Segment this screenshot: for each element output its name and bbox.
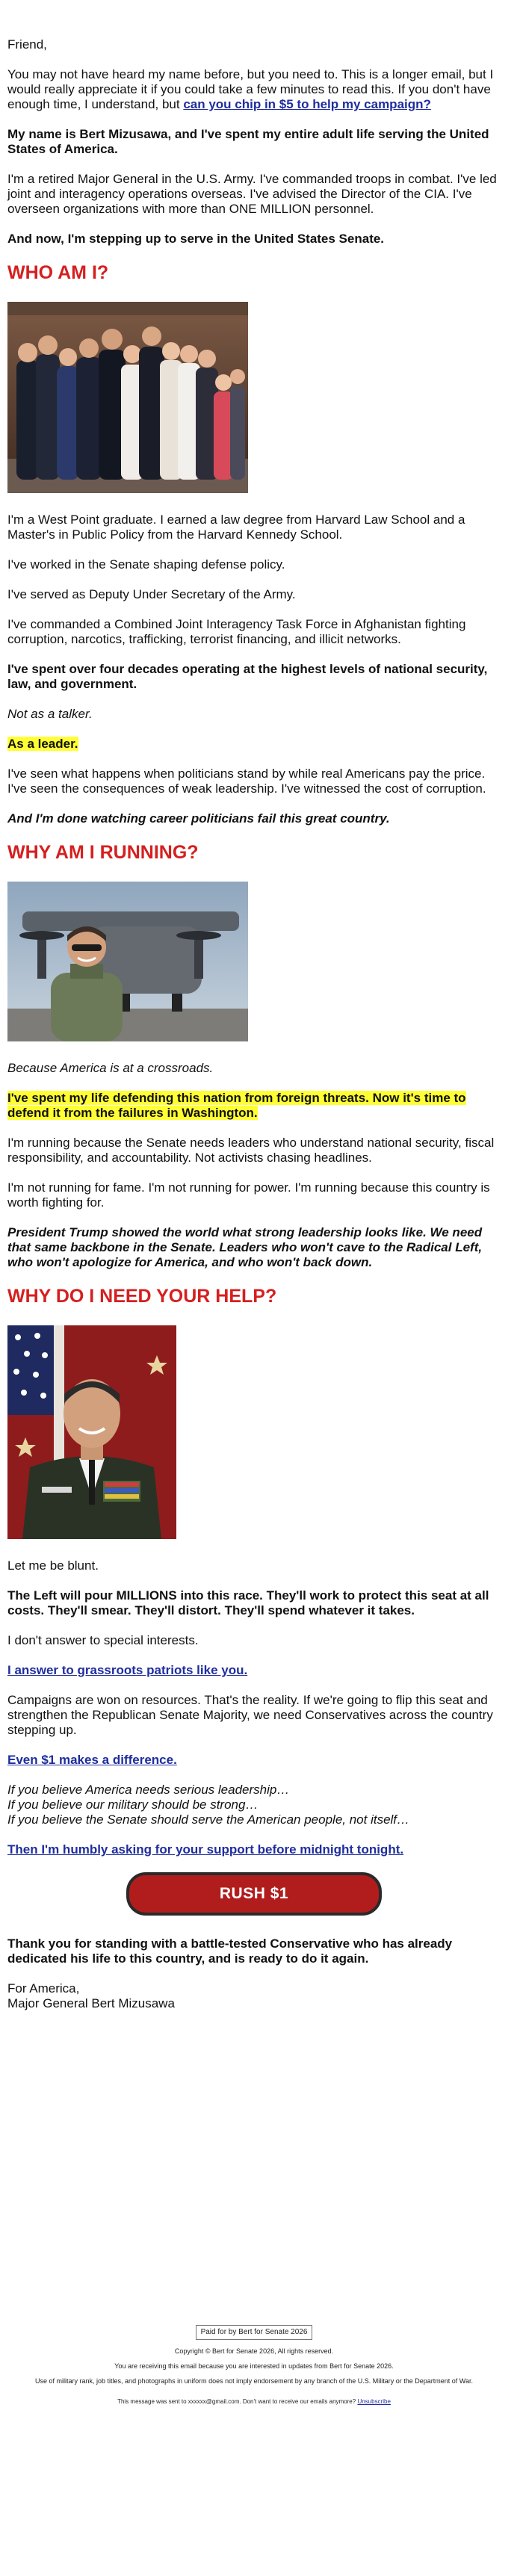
done-watching-line: And I'm done watching career politicians fail this great country. xyxy=(7,811,390,826)
seen-what-happens-paragraph: I've seen what happens when politicians stand by while real Americans pay the price. I've seen the consequences of weak leadership. I've witnessed the cost of corruption. xyxy=(7,767,486,796)
paid-for-box: Paid for by Bert for Senate 2026 xyxy=(196,2325,313,2340)
deputy-under-secretary-paragraph: I've served as Deputy Under Secretary of the Army. xyxy=(7,587,296,601)
signoff-line-1: For America, xyxy=(7,1981,80,1996)
stepping-up-line: And now, I'm stepping up to serve in the United States Senate. xyxy=(7,232,385,246)
section-heading-why-help: WHY DO I NEED YOUR HELP? xyxy=(7,1286,277,1307)
four-decades-paragraph: I've spent over four decades operating at the highest levels of national security, law, and government. xyxy=(7,662,488,691)
closing-paragraph: Thank you for standing with a battle-tested Conservative who has already dedicated his life to this country, and is ready to do it again. xyxy=(7,1936,453,1966)
as-a-leader-line xyxy=(7,737,501,752)
if-believe-line-2: If you believe our military should be strong… xyxy=(7,1798,259,1812)
grassroots-link[interactable]: I answer to grassroots patriots like you. xyxy=(7,1663,248,1677)
be-blunt-line: Let me be blunt. xyxy=(7,1558,99,1573)
resume-paragraph: I'm a retired Major General in the U.S. Army. I've commanded troops in combat. I've led joint and interagency operations overseas. I've advised the Director of the CIA. I've overseen organizations with more than ONE MILLION personnel. xyxy=(7,172,497,216)
special-interests-line: I don't answer to special interests. xyxy=(7,1633,199,1647)
military-disclaimer-line: Use of military rank, job titles, and photographs in uniform does not imply endorsement by any branch of the U.S. Military or the Department of War. xyxy=(35,2377,473,2385)
rush-donate-button[interactable]: RUSH $1 xyxy=(126,1872,382,1916)
not-a-talker-line: Not as a talker. xyxy=(7,707,93,721)
intro-paragraph xyxy=(7,67,501,112)
even-dollar-link[interactable]: Even $1 makes a difference. xyxy=(7,1753,177,1767)
if-you-believe-block xyxy=(7,1783,501,1827)
intro-text: You may not have heard my name before, but you need to. This is a longer email, but I would really appreciate it if you could take a few minutes to read this. If you don't have enough time, I understand, but xyxy=(7,67,494,111)
resources-paragraph: Campaigns are won on resources. That's the reality. If we're going to flip this seat and strengthen the Republican Senate Majority, we need Conservatives across the country stepping up. xyxy=(7,1693,493,1737)
sent-to-line xyxy=(7,2397,501,2407)
signoff-name: Major General Bert Mizusawa xyxy=(7,1996,175,2010)
not-for-fame-paragraph: I'm not running for fame. I'm not running for power. I'm running because this country is worth fighting for. xyxy=(7,1180,490,1210)
section-heading-who: WHO AM I? xyxy=(7,262,109,283)
left-millions-paragraph: The Left will pour MILLIONS into this race. They'll work to protect this seat at all costs. They'll smear. They'll distort. They'll spend whatever it takes. xyxy=(7,1588,489,1617)
sent-to-text: This message was sent to xxxxxx@gmail.com. Don't want to receive our emails anymore? xyxy=(117,2398,356,2405)
chip-in-link[interactable]: can you chip in $5 to help my campaign? xyxy=(183,97,431,111)
senate-defense-paragraph: I've worked in the Senate shaping defense policy. xyxy=(7,557,285,572)
if-believe-line-3: If you believe the Senate should serve the American people, not itself… xyxy=(7,1812,410,1827)
signoff xyxy=(7,1981,501,2011)
defending-nation-highlight: I've spent my life defending this nation from foreign threats. Now it's time to defend it from the failures in Washington. xyxy=(7,1091,466,1120)
senate-needs-leaders-paragraph: I'm running because the Senate needs leaders who understand national security, fiscal responsibility, and accountability. Not activists chasing headlines. xyxy=(7,1136,495,1165)
greeting: Friend, xyxy=(7,37,47,52)
support-midnight-link[interactable]: Then I'm humbly asking for your support before midnight tonight. xyxy=(7,1842,404,1857)
name-line: My name is Bert Mizusawa, and I've spent my entire adult life serving the United States of America. xyxy=(7,127,489,156)
copyright-line: Copyright © Bert for Senate 2026, All rights reserved. xyxy=(174,2347,334,2355)
cta-row xyxy=(7,1872,501,1916)
support-midnight-line xyxy=(7,1842,501,1857)
afghanistan-paragraph: I've commanded a Combined Joint Interagency Task Force in Afghanistan fighting corruption, narcotics, trafficking, terrorist financing, and illicit networks. xyxy=(7,617,466,646)
crossroads-line: Because America is at a crossroads. xyxy=(7,1061,214,1075)
section-heading-why-running: WHY AM I RUNNING? xyxy=(7,842,199,863)
unsubscribe-link[interactable]: Unsubscribe xyxy=(357,2398,391,2405)
family-group-photo xyxy=(7,302,248,493)
even-dollar-line xyxy=(7,1753,501,1768)
as-a-leader-highlight: As a leader. xyxy=(7,737,78,751)
official-military-portrait xyxy=(7,1325,176,1539)
if-believe-line-1: If you believe America needs serious leadership… xyxy=(7,1783,290,1797)
aircraft-portrait-photo xyxy=(7,882,248,1041)
trump-leadership-paragraph: President Trump showed the world what strong leadership looks like. We need that same backbone in the Senate. Leaders who won't cave to the Radical Left, who won't apologize for America, and who won't back down. xyxy=(7,1225,483,1269)
defending-nation-paragraph xyxy=(7,1091,501,1121)
email-footer xyxy=(7,2325,501,2407)
grassroots-line xyxy=(7,1663,501,1678)
education-paragraph: I'm a West Point graduate. I earned a law degree from Harvard Law School and a Master's in Public Policy from the Harvard Kennedy School. xyxy=(7,513,465,542)
receiving-line: You are receiving this email because you are interested in updates from Bert for Senate 2026. xyxy=(114,2362,394,2370)
